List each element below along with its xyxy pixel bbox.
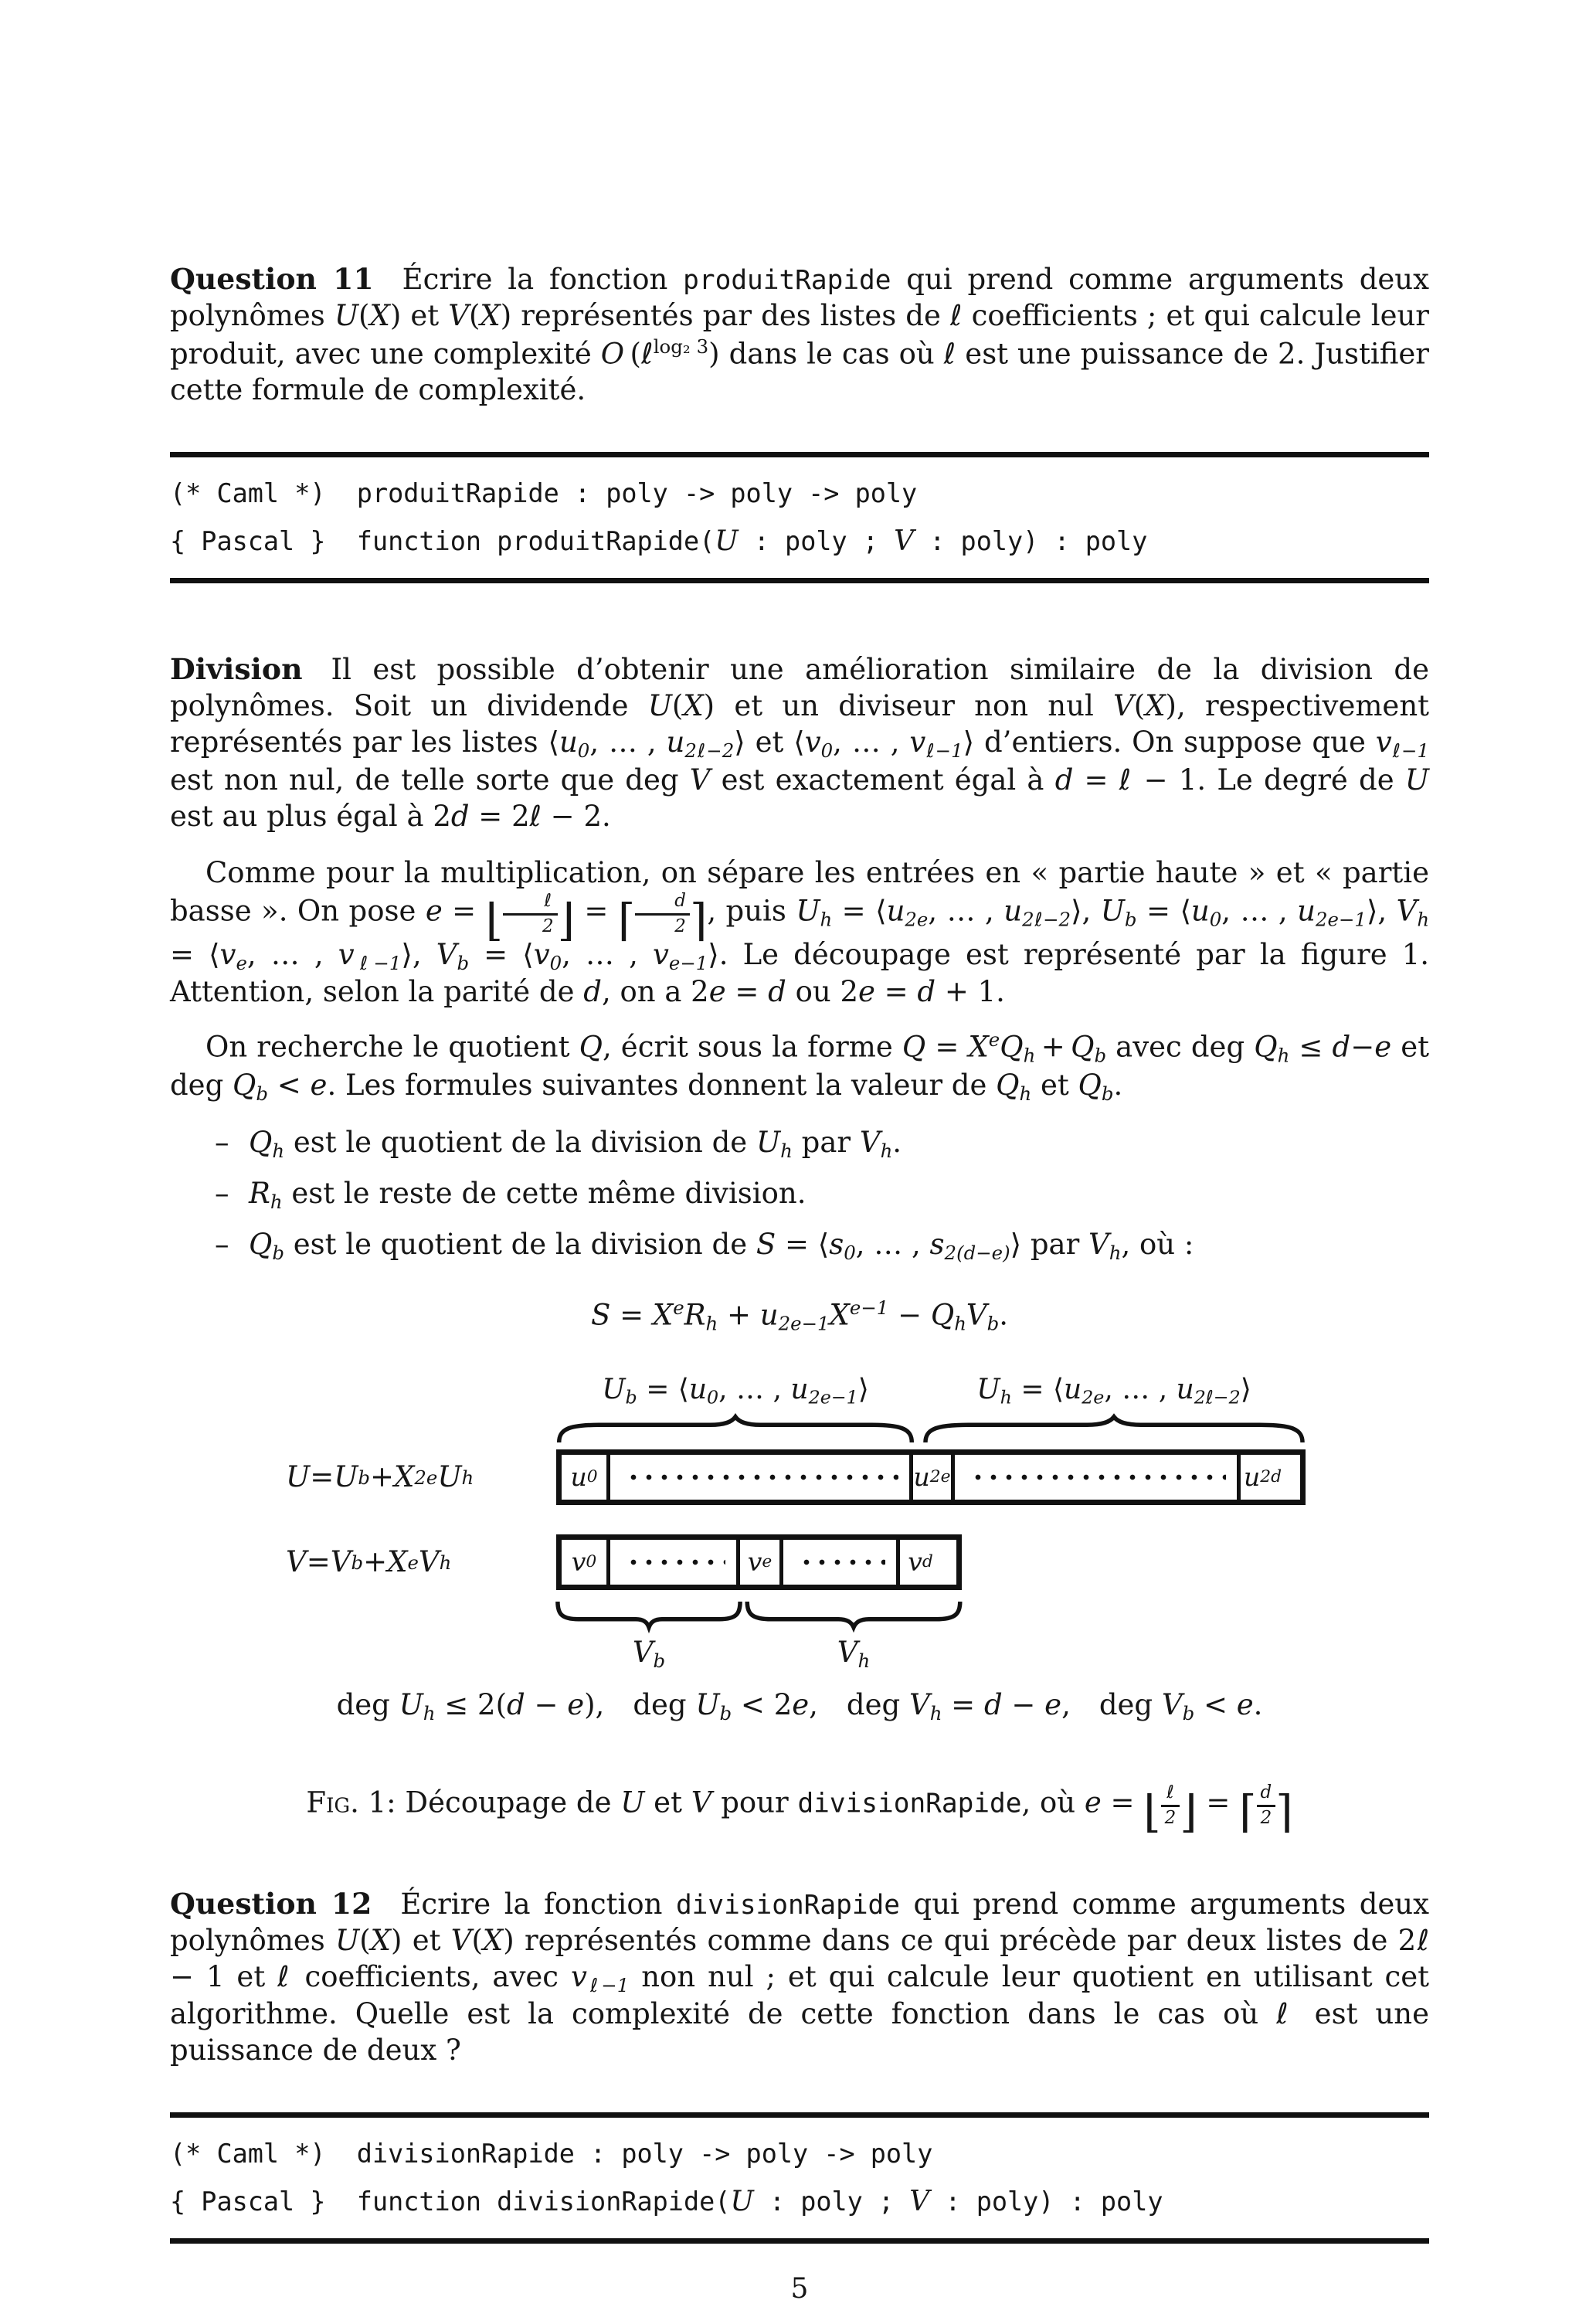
quotient-paragraph: On recherche le quotient Q, écrit sous la forme $Q = X^eQh + Qb$ avec deg Qh ≤ d−e et deg Qb < e. Les formules suivantes donnent la valeur de Qh et Qb. bbox=[170, 1028, 1430, 1105]
degree-constraints-line: deg Uh ≤ 2(d − e), deg Ub < 2e, deg Vh = d − e, deg Vb < e. bbox=[336, 1688, 1263, 1725]
division-paragraph: Division Il est possible d’obtenir une amélioration similaire de la division de polynômes. Soit un dividende U(X) et un diviseur non nul V(X), respectivement représentés par les listes ⟨u0, … , u2ℓ−2⟩ et ⟨v0, … , vℓ−1⟩ d’entiers. On suppose que vℓ−1 est non nul, de telle sorte que deg V est exactement égal à d = ℓ − 1. Le degré de U est au plus égal à 2d = 2ℓ − 2. bbox=[170, 652, 1430, 834]
dots-leader bbox=[951, 1455, 1237, 1500]
list-item-text: Qh est le quotient de la division de Uh par Vh. bbox=[249, 1126, 902, 1163]
dots-leader bbox=[606, 1540, 736, 1585]
code-line-pascal: { Pascal } function produitRapide(U : poly ; V : poly) : poly bbox=[170, 525, 1148, 558]
page-number: 5 bbox=[790, 2273, 809, 2305]
u-low-brace-label: Ub = ⟨u0, … , u2e−1⟩ bbox=[602, 1374, 869, 1408]
list-item-qb bbox=[170, 1227, 1429, 1265]
code-block-divisionrapide bbox=[170, 2112, 1429, 2244]
vb-underbrace-label: Vb bbox=[632, 1636, 666, 1673]
v-coefficients-box bbox=[556, 1534, 962, 1590]
bullet-dash: – bbox=[215, 1126, 229, 1160]
u2d-cell: u 2d bbox=[1237, 1455, 1285, 1500]
overbrace-right bbox=[922, 1414, 1306, 1443]
v0-cell: v 0 bbox=[571, 1547, 597, 1578]
figure-1-caption: Fig. 1: Découpage de U et V pour divisionRapide, où e = ⌊ $\frac{\text{ℓ}}{2}$ ⌋ = ⌈ $\frac{d}{2}$ ⌉ bbox=[306, 1782, 1293, 1838]
code-line-pascal: { Pascal } function divisionRapide(U : poly ; V : poly) : poly bbox=[170, 2186, 1163, 2218]
underbrace-left bbox=[556, 1601, 742, 1630]
u-row-formula: U = U b + X 2e U h bbox=[286, 1459, 474, 1493]
question-11-paragraph: Question 11 Écrire la fonction produitRapide qui prend comme arguments deux polynômes U(X) et V(X) représentés par des listes de ℓ coefficients ; et qui calcule leur produit, avec une complexité O (ℓ$^{log_2 3}$) dans le cas où ℓ est une puissance de 2. Justifier cette formule de complexité. bbox=[170, 262, 1429, 407]
overbrace-left bbox=[556, 1414, 915, 1443]
u-high-brace-label: Uh = ⟨u2e, … , u2ℓ−2⟩ bbox=[976, 1374, 1251, 1408]
question-12-paragraph: Question 12 Écrire la fonction divisionRapide qui prend comme arguments deux polynômes U(X) et V(X) représentés comme dans ce qui précède par deux listes de 2ℓ − 1 et ℓ coefficients, avec vℓ−1 non nul ; et qui calcule leur quotient en utilisant cet algorithme. Quelle est la complexité de cette fonction dans le cas où ℓ est une puissance de deux ? bbox=[170, 1886, 1430, 2067]
bullet-dash: – bbox=[215, 1177, 229, 1211]
u-coefficients-box bbox=[556, 1449, 1306, 1505]
dots-leader bbox=[779, 1540, 896, 1585]
list-item-text: Qb est le quotient de la division de S = ⟨s0, … , s2(d−e)⟩ par Vh, où : bbox=[249, 1228, 1194, 1264]
equation-s: $S = X^eRh + u2e-1X^{e-1}$ − QhVb. bbox=[590, 1296, 1009, 1335]
underbrace-right bbox=[745, 1601, 962, 1630]
decoupage-paragraph: Comme pour la multiplication, on sépare les entrées en « partie haute » et « partie basse ». On pose e = ⌊ $\frac{\text{ℓ}}{2}$ ⌋ = ⌈ $\frac{d}{2}$ ⌉, puis Uh = ⟨u2e, … , u2ℓ−2⟩, Ub = ⟨u0, … , u2e−1⟩, Vh = ⟨ve, … , vℓ−1⟩, Vb = ⟨v0, … , ve−1⟩. Le découpage est représenté par la figure 1. Attention, selon la parité de d, on a 2e = d ou 2e = d + 1. bbox=[170, 856, 1430, 1009]
formula-bullet-list bbox=[170, 1125, 1429, 1265]
code-line-caml: (* Caml *) produitRapide : poly -> poly -> poly bbox=[170, 478, 918, 509]
ve-cell: v e bbox=[736, 1540, 779, 1585]
vd-cell: v d bbox=[896, 1540, 941, 1585]
v-row-formula: V = V b + X e V h bbox=[286, 1544, 452, 1578]
vh-underbrace-label: Vh bbox=[837, 1636, 871, 1673]
list-item-rh bbox=[170, 1176, 1429, 1214]
list-item-qh bbox=[170, 1125, 1429, 1163]
list-item-text: Rh est le reste de cette même division. bbox=[249, 1177, 806, 1214]
u2e-cell: u 2e bbox=[909, 1455, 951, 1500]
u0-cell: u 0 bbox=[570, 1462, 598, 1493]
figure-1-diagram bbox=[170, 1372, 1429, 1735]
dots-leader bbox=[606, 1455, 909, 1500]
code-block-produitrapide bbox=[170, 452, 1429, 583]
bullet-dash: – bbox=[215, 1228, 229, 1262]
code-line-caml: (* Caml *) divisionRapide : poly -> poly -> poly bbox=[170, 2139, 933, 2169]
